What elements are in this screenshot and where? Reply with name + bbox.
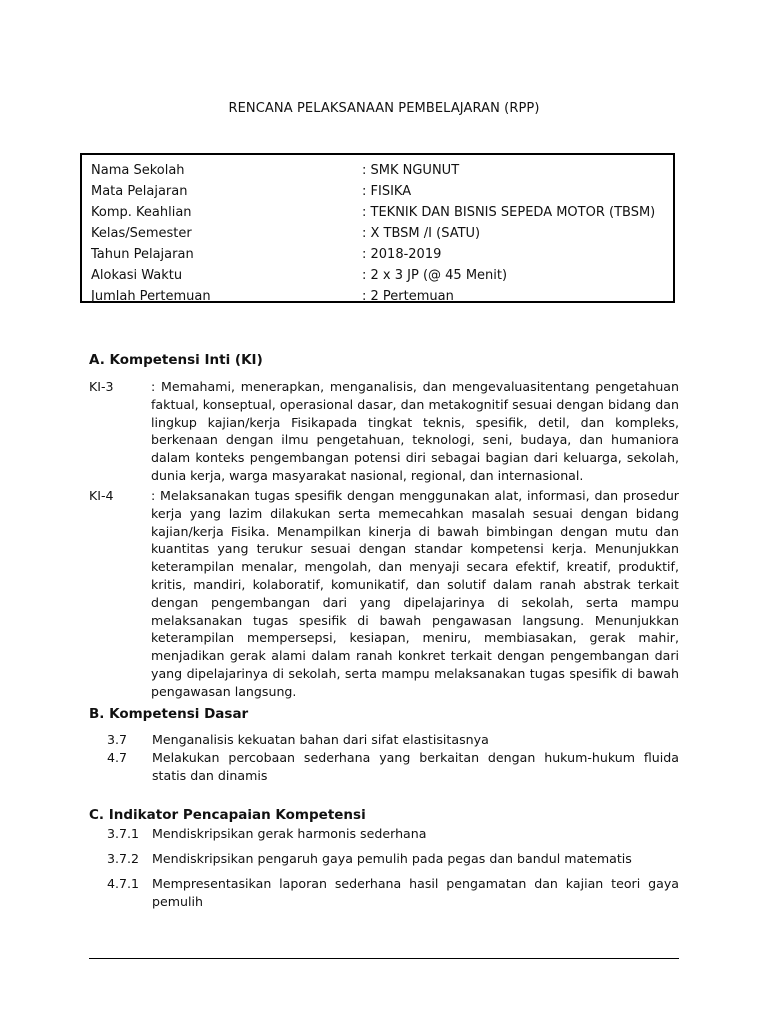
- identity-label: Tahun Pelajaran: [91, 247, 194, 262]
- ki-code: KI-3: [89, 379, 114, 394]
- identity-label: Nama Sekolah: [91, 163, 185, 178]
- kd-number: 4.7: [107, 750, 128, 765]
- document-title: RENCANA PELAKSANAAN PEMBELAJARAN (RPP): [228, 101, 540, 116]
- indikator-item: [107, 875, 679, 911]
- indikator-item: [107, 850, 679, 868]
- indikator-number: 4.7.1: [107, 876, 140, 891]
- identity-value: : 2 x 3 JP (@ 45 Menit): [362, 268, 508, 283]
- identity-value: : FISIKA: [362, 184, 412, 199]
- kd-item: [107, 749, 679, 785]
- identity-row-year: [82, 244, 673, 265]
- ki-text: : Melaksanakan tugas spesifik dengan menggunakan alat, informasi, dan prosedur kerja yang lazim dilakukan serta memecahkan masalah sesuai dengan bidang kajian/kerja Fisika. Menampilkan kinerja di bawah bimbingan dengan mutu dan kuantitas yang terukur sesuai dengan standar kompetensi kerja. Menunjukkan keterampilan menalar, mengolah, dan menyaji secara efektif, kreatif, produktif, kritis, mandiri, kolaboratif, komunikatif, dan solutif dalam ranah abstrak terkait dengan pengembangan dari yang dipelajarinya di sekolah, serta mampu melaksanakan tugas spesifik di bawah pengawasan langsung. Menunjukkan keterampilan mempersepsi, kesiapan, meniru, membiasakan, gerak mahir, menjadikan gerak alami dalam ranah konkret terkait dengan pengembangan dari yang dipelajarinya di sekolah, serta mampu melaksanakan tugas spesifik di bawah pengawasan langsung.: [151, 488, 679, 699]
- section-heading-kd: B. Kompetensi Dasar: [89, 706, 249, 722]
- identity-row-meetings: [82, 286, 673, 307]
- indikator-text: Mendiskripsikan gerak harmonis sederhana: [152, 826, 427, 841]
- identity-row-time: [82, 265, 673, 286]
- ki-item: [89, 487, 679, 701]
- kd-text: Menganalisis kekuatan bahan dari sifat elastisitasnya: [152, 732, 489, 747]
- identity-value: : 2018-2019: [362, 247, 442, 262]
- identity-table: [80, 153, 675, 303]
- kd-text: Melakukan percobaan sederhana yang berkaitan dengan hukum-hukum fluida statis dan dinamis: [152, 750, 679, 783]
- section-heading-ki: A. Kompetensi Inti (KI): [89, 352, 263, 368]
- ki-text: : Memahami, menerapkan, menganalisis, dan mengevaluasitentang pengetahuan faktual, konseptual, operasional dasar, dan metakognitif sesuai dengan bidang dan lingkup kajian/kerja Fisikapada tingkat teknis, spesifik, detil, dan kompleks, berkenaan dengan ilmu pengetahuan, teknologi, seni, budaya, dan humaniora dalam konteks pengembangan potensi diri sebagai bagian dari keluarga, sekolah, dunia kerja, warga masyarakat nasional, regional, dan internasional.: [151, 379, 679, 483]
- identity-row-class: [82, 223, 673, 244]
- section-heading-indikator: C. Indikator Pencapaian Kompetensi: [89, 807, 366, 823]
- identity-value: : X TBSM /I (SATU): [362, 226, 481, 241]
- identity-value: : SMK NGUNUT: [362, 163, 460, 178]
- identity-row-subject: [82, 181, 673, 202]
- identity-value: : TEKNIK DAN BISNIS SEPEDA MOTOR (TBSM): [362, 205, 656, 220]
- identity-value: : 2 Pertemuan: [362, 289, 454, 304]
- kd-number: 3.7: [107, 732, 128, 747]
- indikator-item: [107, 825, 679, 843]
- identity-label: Komp. Keahlian: [91, 205, 192, 220]
- identity-label: Kelas/Semester: [91, 226, 192, 241]
- identity-label: Alokasi Waktu: [91, 268, 183, 283]
- identity-label: Mata Pelajaran: [91, 184, 188, 199]
- indikator-number: 3.7.2: [107, 851, 140, 866]
- identity-label: Jumlah Pertemuan: [91, 289, 211, 304]
- indikator-text: Mendiskripsikan pengaruh gaya pemulih pada pegas dan bandul matematis: [152, 851, 632, 866]
- ki-code: KI-4: [89, 488, 114, 503]
- page-divider: [89, 958, 679, 959]
- indikator-text: Mempresentasikan laporan sederhana hasil pengamatan dan kajian teori gaya pemulih: [152, 876, 679, 909]
- ki-item: [89, 378, 679, 485]
- identity-row-expertise: [82, 202, 673, 223]
- indikator-number: 3.7.1: [107, 826, 140, 841]
- identity-row-school: [82, 160, 673, 181]
- kd-item: [107, 731, 679, 749]
